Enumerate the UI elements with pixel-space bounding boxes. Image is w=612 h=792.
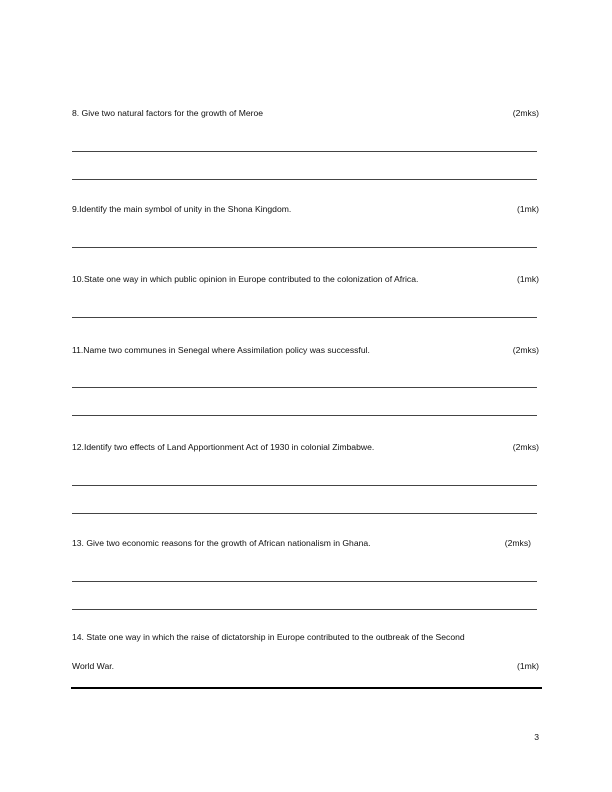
question-text: 12.Identify two effects of Land Apportionment Act of 1930 in colonial Zimbabwe. <box>72 442 375 452</box>
answer-line[interactable] <box>72 247 537 248</box>
question-text: 14. State one way in which the raise of dictatorship in Europe contributed to the outbreak of the Second <box>72 632 465 642</box>
question-text-continued: World War. <box>72 661 115 671</box>
answer-line[interactable] <box>72 387 537 388</box>
marks-label: (1mk) <box>517 661 539 671</box>
question-text: 10.State one way in which public opinion in Europe contributed to the colonization of Africa. <box>72 274 419 284</box>
answer-line[interactable] <box>72 317 537 318</box>
answer-line[interactable] <box>72 581 537 582</box>
answer-line[interactable] <box>72 415 537 416</box>
question-text: 11.Name two communes in Senegal where Assimilation policy was successful. <box>72 345 370 355</box>
marks-label: (2mks) <box>512 108 539 118</box>
answer-line[interactable] <box>72 609 537 610</box>
marks-label: (2mks) <box>504 538 531 548</box>
marks-label: (1mk) <box>517 204 539 214</box>
answer-line[interactable] <box>72 513 537 514</box>
marks-label: (1mk) <box>517 274 539 284</box>
marks-label: (2mks) <box>512 345 539 355</box>
question-text: 13. Give two economic reasons for the growth of African nationalism in Ghana. <box>72 538 371 548</box>
answer-line[interactable] <box>72 179 537 180</box>
answer-line[interactable] <box>71 687 542 689</box>
question-text: 8. Give two natural factors for the growth of Meroe <box>72 108 264 118</box>
answer-line[interactable] <box>72 485 537 486</box>
answer-line[interactable] <box>72 151 537 152</box>
page-number: 3 <box>534 732 539 742</box>
question-text: 9.Identify the main symbol of unity in the Shona Kingdom. <box>72 204 292 214</box>
marks-label: (2mks) <box>512 442 539 452</box>
